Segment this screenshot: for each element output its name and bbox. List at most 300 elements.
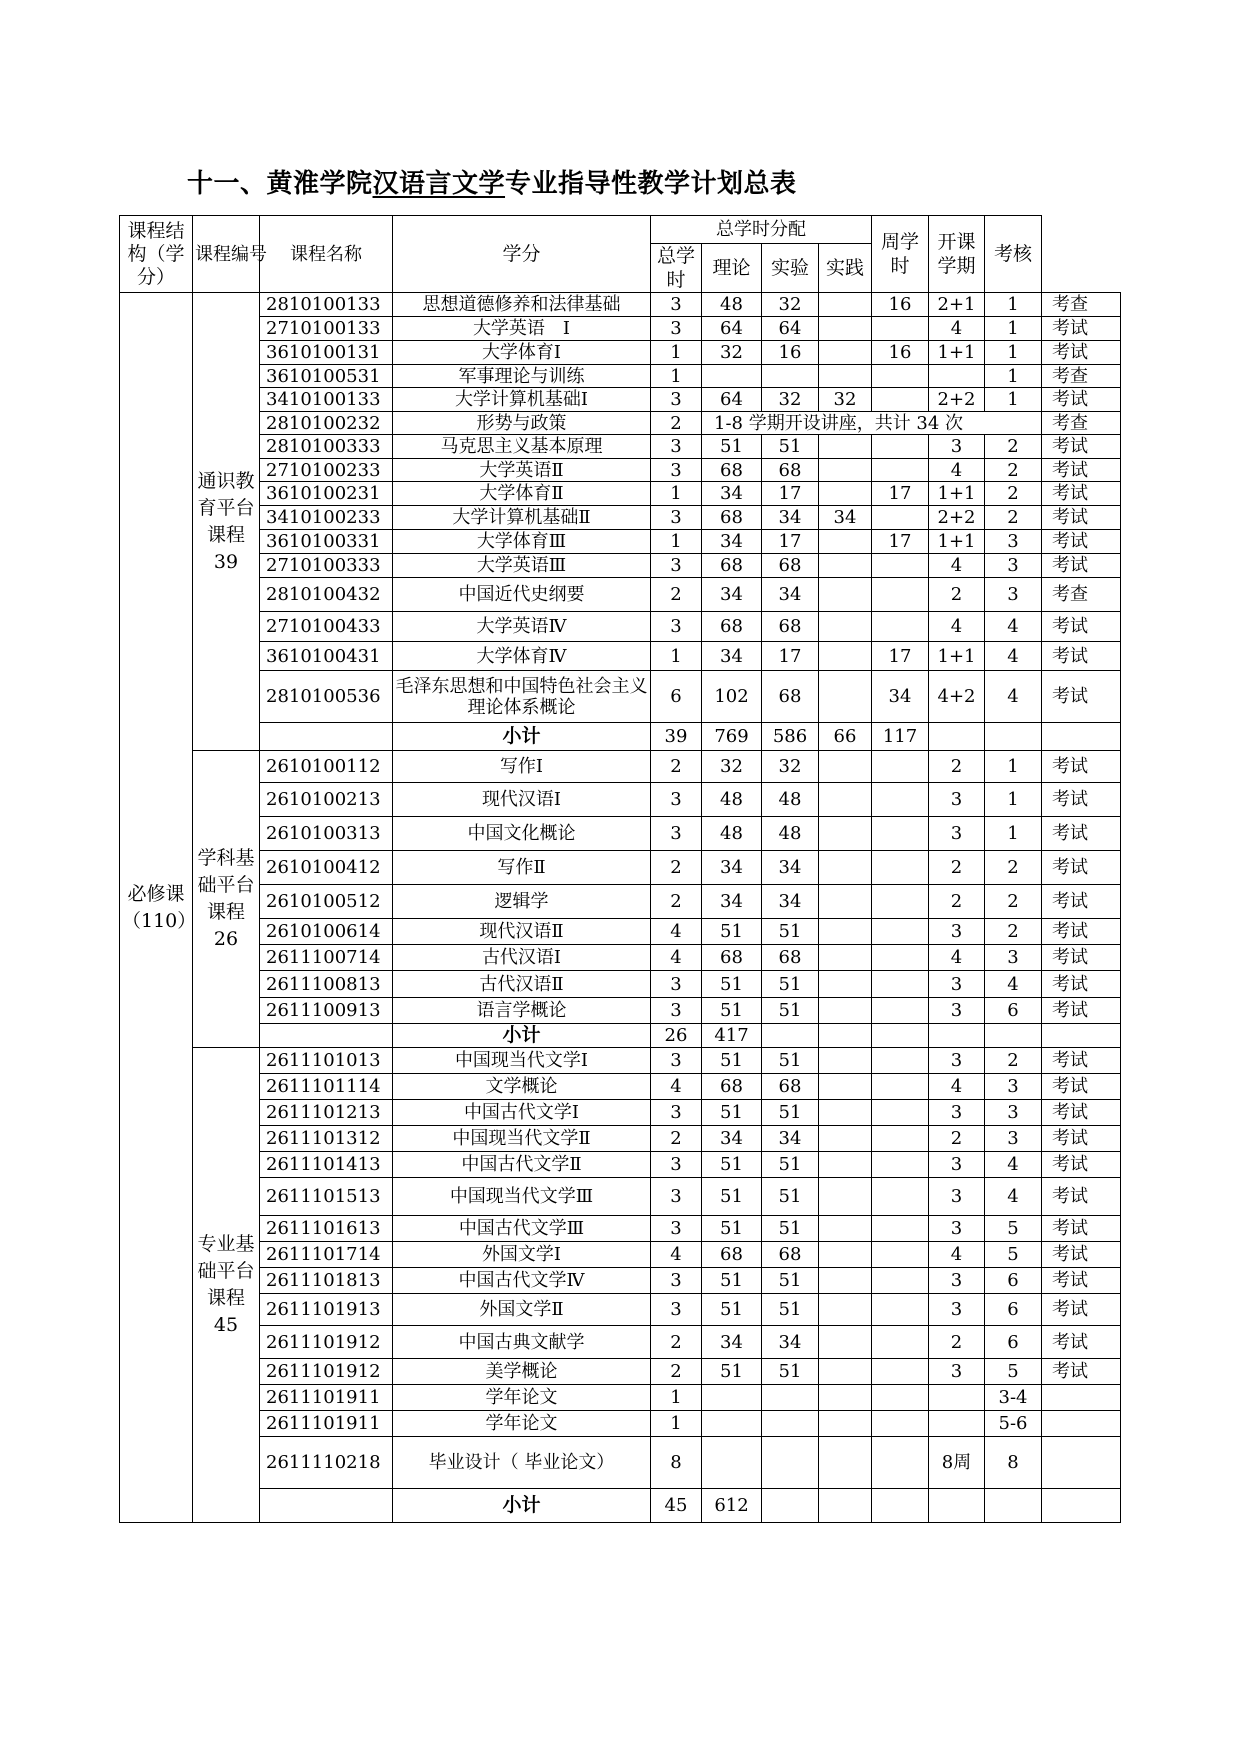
course-weekly-hours: 1+1	[929, 482, 985, 506]
course-experiment-hours	[819, 671, 872, 723]
course-exam: 考试	[1042, 1048, 1121, 1074]
subtotal-weekly-hours	[929, 723, 985, 751]
course-exam: 考试	[1042, 317, 1121, 341]
subtotal-label: 小计	[393, 1024, 651, 1048]
course-practice-hours	[872, 751, 929, 783]
course-code: 2810100432	[260, 578, 393, 612]
course-theory-hours: 51	[762, 1294, 819, 1326]
course-practice-hours	[872, 1126, 929, 1152]
course-row	[120, 578, 1121, 612]
course-theory-hours: 68	[762, 1074, 819, 1100]
course-practice-hours	[872, 1074, 929, 1100]
subtotal-practice-hours	[872, 1489, 929, 1523]
course-total-hours: 32	[702, 751, 762, 783]
course-practice-hours	[872, 1294, 929, 1326]
course-code: 2611101912	[260, 1359, 393, 1385]
course-name: 毕业设计（ 毕业论文）	[393, 1437, 651, 1489]
course-total-hours: 64	[702, 317, 762, 341]
course-theory-hours	[762, 1385, 819, 1411]
course-row	[120, 945, 1121, 971]
course-row	[120, 435, 1121, 459]
course-row	[120, 1268, 1121, 1294]
course-practice-hours: 16	[872, 293, 929, 317]
course-practice-hours	[872, 612, 929, 642]
course-practice-hours: 34	[872, 671, 929, 723]
course-name: 中国文化概论	[393, 817, 651, 851]
course-theory-hours: 51	[762, 1178, 819, 1216]
course-experiment-hours	[819, 1294, 872, 1326]
course-credit: 3	[651, 293, 702, 317]
course-semester: 8	[985, 1437, 1042, 1489]
header-theory: 理论	[702, 244, 762, 293]
subtotal-code-empty	[260, 723, 393, 751]
course-row	[120, 851, 1121, 885]
course-code: 2611101913	[260, 1294, 393, 1326]
course-exam: 考查	[1042, 365, 1121, 388]
course-row	[120, 1126, 1121, 1152]
course-name: 中国古代文学Ⅳ	[393, 1268, 651, 1294]
course-exam: 考查	[1042, 293, 1121, 317]
course-code: 2611101513	[260, 1178, 393, 1216]
course-weekly-hours: 2	[929, 851, 985, 885]
course-exam: 考试	[1042, 783, 1121, 817]
course-weekly-hours: 1+1	[929, 642, 985, 671]
course-exam	[1042, 1385, 1121, 1411]
course-theory-hours: 68	[762, 945, 819, 971]
course-theory-hours: 51	[762, 1268, 819, 1294]
subtotal-exam	[1042, 1024, 1121, 1048]
course-exam	[1042, 1411, 1121, 1437]
course-theory-hours: 68	[762, 612, 819, 642]
course-theory-hours: 51	[762, 971, 819, 998]
course-experiment-hours	[819, 783, 872, 817]
course-credit: 2	[651, 1126, 702, 1152]
course-row	[120, 506, 1121, 530]
course-name: 文学概论	[393, 1074, 651, 1100]
course-code: 2610100112	[260, 751, 393, 783]
course-name: 美学概论	[393, 1359, 651, 1385]
course-experiment-hours	[819, 1268, 872, 1294]
course-practice-hours	[872, 919, 929, 945]
course-semester: 5	[985, 1216, 1042, 1242]
title-prefix: 十一、黄淮学院	[187, 169, 373, 199]
course-weekly-hours: 1+1	[929, 530, 985, 554]
course-semester: 6	[985, 1294, 1042, 1326]
subtotal-credit: 39	[651, 723, 702, 751]
course-experiment-hours	[819, 1242, 872, 1268]
course-theory-hours: 51	[762, 998, 819, 1024]
course-code: 2611101413	[260, 1152, 393, 1178]
course-code: 2611101114	[260, 1074, 393, 1100]
course-note: 1-8 学期开设讲座，共计 34 次	[702, 412, 1042, 435]
course-practice-hours	[872, 1152, 929, 1178]
course-exam: 考试	[1042, 885, 1121, 919]
course-total-hours: 51	[702, 1100, 762, 1126]
course-practice-hours: 17	[872, 530, 929, 554]
course-total-hours: 34	[702, 885, 762, 919]
course-code: 2610100512	[260, 885, 393, 919]
course-credit: 1	[651, 482, 702, 506]
course-theory-hours: 64	[762, 317, 819, 341]
course-name: 中国古代文学Ⅱ	[393, 1152, 651, 1178]
course-total-hours: 51	[702, 919, 762, 945]
course-semester: 3	[985, 554, 1042, 578]
course-credit: 3	[651, 1048, 702, 1074]
course-exam: 考试	[1042, 1216, 1121, 1242]
course-code: 2611101213	[260, 1100, 393, 1126]
course-practice-hours	[872, 1437, 929, 1489]
subtotal-practice-hours	[872, 1024, 929, 1048]
course-name: 中国现当代文学Ⅱ	[393, 1126, 651, 1152]
course-weekly-hours: 4	[929, 1074, 985, 1100]
course-experiment-hours	[819, 1152, 872, 1178]
course-weekly-hours: 4	[929, 612, 985, 642]
course-total-hours: 51	[702, 1359, 762, 1385]
course-code: 3410100133	[260, 388, 393, 412]
course-credit: 3	[651, 612, 702, 642]
course-name: 中国现当代文学Ⅰ	[393, 1048, 651, 1074]
course-total-hours: 34	[702, 482, 762, 506]
course-total-hours: 68	[702, 612, 762, 642]
course-practice-hours	[872, 459, 929, 482]
course-credit: 2	[651, 751, 702, 783]
subtotal-row	[120, 723, 1121, 751]
course-exam: 考试	[1042, 817, 1121, 851]
subtotal-exam	[1042, 723, 1121, 751]
course-experiment-hours	[819, 998, 872, 1024]
subtotal-practice-hours: 117	[872, 723, 929, 751]
course-theory-hours: 68	[762, 1242, 819, 1268]
course-experiment-hours	[819, 1216, 872, 1242]
course-credit: 3	[651, 459, 702, 482]
course-name: 写作Ⅰ	[393, 751, 651, 783]
course-code: 3610100531	[260, 365, 393, 388]
course-practice-hours	[872, 435, 929, 459]
course-semester: 6	[985, 1268, 1042, 1294]
course-total-hours: 48	[702, 783, 762, 817]
course-total-hours: 68	[702, 554, 762, 578]
course-weekly-hours: 3	[929, 919, 985, 945]
course-total-hours: 51	[702, 971, 762, 998]
course-code: 2810100333	[260, 435, 393, 459]
course-theory-hours: 17	[762, 482, 819, 506]
header-total: 总学时	[651, 244, 702, 293]
course-weekly-hours: 3	[929, 1216, 985, 1242]
course-exam: 考查	[1042, 578, 1121, 612]
course-credit: 3	[651, 1100, 702, 1126]
course-experiment-hours	[819, 435, 872, 459]
course-theory-hours: 34	[762, 885, 819, 919]
course-exam: 考试	[1042, 1152, 1121, 1178]
course-semester: 3	[985, 578, 1042, 612]
course-semester: 4	[985, 671, 1042, 723]
subtotal-label: 小计	[393, 1489, 651, 1523]
course-total-hours: 51	[702, 1268, 762, 1294]
subtotal-theory-hours: 586	[762, 723, 819, 751]
course-total-hours: 34	[702, 1326, 762, 1359]
course-weekly-hours: 3	[929, 1268, 985, 1294]
course-experiment-hours	[819, 482, 872, 506]
course-credit: 1	[651, 1385, 702, 1411]
course-exam: 考试	[1042, 851, 1121, 885]
course-experiment-hours: 34	[819, 506, 872, 530]
course-credit: 2	[651, 851, 702, 885]
course-name: 大学体育Ⅱ	[393, 482, 651, 506]
course-experiment-hours	[819, 1178, 872, 1216]
subtotal-semester	[985, 1024, 1042, 1048]
course-theory-hours: 16	[762, 341, 819, 365]
course-experiment-hours	[819, 293, 872, 317]
course-credit: 3	[651, 317, 702, 341]
course-semester: 3	[985, 530, 1042, 554]
subtotal-code-empty	[260, 1489, 393, 1523]
course-experiment-hours	[819, 530, 872, 554]
subtotal-row	[120, 1024, 1121, 1048]
group-label: 专业基础平台课程45	[193, 1048, 260, 1523]
course-experiment-hours	[819, 1359, 872, 1385]
course-total-hours: 51	[702, 435, 762, 459]
course-theory-hours: 32	[762, 388, 819, 412]
course-semester: 1	[985, 317, 1042, 341]
course-credit: 3	[651, 1268, 702, 1294]
course-name: 大学计算机基础Ⅰ	[393, 388, 651, 412]
course-credit: 3	[651, 1216, 702, 1242]
course-credit: 3	[651, 554, 702, 578]
course-total-hours: 51	[702, 1294, 762, 1326]
header-exam: 考核	[985, 216, 1042, 293]
course-code: 3610100331	[260, 530, 393, 554]
page-title	[187, 163, 797, 200]
course-practice-hours	[872, 1268, 929, 1294]
course-row	[120, 1326, 1121, 1359]
course-code: 2610100614	[260, 919, 393, 945]
course-experiment-hours	[819, 1100, 872, 1126]
course-theory-hours: 34	[762, 851, 819, 885]
course-practice-hours	[872, 578, 929, 612]
course-name: 语言学概论	[393, 998, 651, 1024]
course-code: 2611101813	[260, 1268, 393, 1294]
course-semester: 1	[985, 817, 1042, 851]
course-exam: 考试	[1042, 1294, 1121, 1326]
course-credit: 2	[651, 412, 702, 435]
course-practice-hours	[872, 554, 929, 578]
course-theory-hours: 51	[762, 1100, 819, 1126]
course-row	[120, 530, 1121, 554]
course-total-hours	[702, 1411, 762, 1437]
course-theory-hours: 68	[762, 459, 819, 482]
course-credit: 4	[651, 945, 702, 971]
course-credit: 1	[651, 642, 702, 671]
course-practice-hours	[872, 1326, 929, 1359]
course-row	[120, 1359, 1121, 1385]
course-weekly-hours: 2+2	[929, 388, 985, 412]
course-weekly-hours: 2	[929, 1326, 985, 1359]
course-name: 思想道德修养和法律基础	[393, 293, 651, 317]
group-label: 通识教育平台课程39	[193, 293, 260, 751]
course-total-hours	[702, 1437, 762, 1489]
course-practice-hours	[872, 317, 929, 341]
course-experiment-hours	[819, 1385, 872, 1411]
course-exam: 考试	[1042, 341, 1121, 365]
course-credit: 2	[651, 578, 702, 612]
header-structure: 课程结构（学分）	[120, 216, 193, 293]
course-exam: 考试	[1042, 1178, 1121, 1216]
header-experiment: 实验	[762, 244, 819, 293]
subtotal-semester	[985, 1489, 1042, 1523]
course-semester: 3	[985, 1100, 1042, 1126]
course-semester: 2	[985, 506, 1042, 530]
course-exam: 考试	[1042, 998, 1121, 1024]
course-exam: 考试	[1042, 530, 1121, 554]
course-theory-hours: 34	[762, 1326, 819, 1359]
course-weekly-hours: 2	[929, 885, 985, 919]
course-experiment-hours	[819, 945, 872, 971]
course-experiment-hours	[819, 341, 872, 365]
course-name: 写作Ⅱ	[393, 851, 651, 885]
course-semester: 4	[985, 1152, 1042, 1178]
subtotal-theory-hours	[762, 1024, 819, 1048]
course-credit: 6	[651, 671, 702, 723]
course-exam: 考试	[1042, 1359, 1121, 1385]
course-total-hours: 51	[702, 1152, 762, 1178]
course-semester: 1	[985, 365, 1042, 388]
course-name: 古代汉语Ⅰ	[393, 945, 651, 971]
course-weekly-hours: 3	[929, 1359, 985, 1385]
course-code: 2611101912	[260, 1326, 393, 1359]
course-row	[120, 998, 1121, 1024]
course-theory-hours: 34	[762, 506, 819, 530]
course-experiment-hours	[819, 971, 872, 998]
course-exam: 考试	[1042, 482, 1121, 506]
course-row	[120, 1074, 1121, 1100]
course-credit: 3	[651, 1178, 702, 1216]
course-row	[120, 971, 1121, 998]
subtotal-exam	[1042, 1489, 1121, 1523]
course-credit: 2	[651, 1326, 702, 1359]
course-row	[120, 1152, 1121, 1178]
course-practice-hours	[872, 1100, 929, 1126]
course-weekly-hours: 2+2	[929, 506, 985, 530]
course-semester: 6	[985, 1326, 1042, 1359]
category-cell: 必修课（110）	[120, 293, 193, 1523]
course-practice-hours	[872, 971, 929, 998]
course-name: 大学计算机基础Ⅱ	[393, 506, 651, 530]
course-theory-hours: 51	[762, 1048, 819, 1074]
course-total-hours: 68	[702, 459, 762, 482]
course-theory-hours: 51	[762, 1152, 819, 1178]
course-code: 2611101312	[260, 1126, 393, 1152]
course-theory-hours	[762, 1411, 819, 1437]
course-row	[120, 1048, 1121, 1074]
course-code: 2810100232	[260, 412, 393, 435]
course-semester: 1	[985, 388, 1042, 412]
course-total-hours: 68	[702, 1242, 762, 1268]
course-total-hours: 68	[702, 506, 762, 530]
course-weekly-hours: 4	[929, 1242, 985, 1268]
course-weekly-hours: 4	[929, 459, 985, 482]
title-suffix: 专业指导性教学计划总表	[505, 169, 797, 199]
course-name: 中国现当代文学Ⅲ	[393, 1178, 651, 1216]
header-name: 课程名称	[260, 216, 393, 293]
course-exam	[1042, 1437, 1121, 1489]
course-practice-hours: 17	[872, 482, 929, 506]
course-row	[120, 482, 1121, 506]
course-experiment-hours	[819, 851, 872, 885]
course-practice-hours	[872, 1411, 929, 1437]
course-semester: 5-6	[985, 1411, 1042, 1437]
course-practice-hours	[872, 1178, 929, 1216]
course-total-hours: 51	[702, 1048, 762, 1074]
course-semester: 6	[985, 998, 1042, 1024]
course-code: 2610100213	[260, 783, 393, 817]
course-experiment-hours	[819, 919, 872, 945]
course-code: 2611101911	[260, 1385, 393, 1411]
course-total-hours: 48	[702, 817, 762, 851]
course-semester: 2	[985, 482, 1042, 506]
course-code: 3610100131	[260, 341, 393, 365]
course-code: 2611100813	[260, 971, 393, 998]
course-credit: 3	[651, 817, 702, 851]
course-practice-hours	[872, 388, 929, 412]
course-total-hours: 51	[702, 1178, 762, 1216]
course-semester: 2	[985, 435, 1042, 459]
course-weekly-hours: 2	[929, 578, 985, 612]
course-row	[120, 817, 1121, 851]
course-total-hours: 102	[702, 671, 762, 723]
course-semester: 1	[985, 751, 1042, 783]
subtotal-semester	[985, 723, 1042, 751]
course-total-hours: 48	[702, 293, 762, 317]
subtotal-experiment-hours	[819, 1489, 872, 1523]
course-name: 现代汉语Ⅰ	[393, 783, 651, 817]
subtotal-row	[120, 1489, 1121, 1523]
course-credit: 3	[651, 506, 702, 530]
course-semester: 2	[985, 851, 1042, 885]
course-exam: 考试	[1042, 506, 1121, 530]
course-semester: 2	[985, 919, 1042, 945]
course-exam: 考查	[1042, 412, 1121, 435]
course-name: 中国古代文学Ⅲ	[393, 1216, 651, 1242]
course-row	[120, 885, 1121, 919]
subtotal-label: 小计	[393, 723, 651, 751]
course-exam: 考试	[1042, 554, 1121, 578]
course-practice-hours	[872, 1048, 929, 1074]
course-weekly-hours: 3	[929, 1100, 985, 1126]
course-practice-hours	[872, 851, 929, 885]
course-experiment-hours	[819, 1437, 872, 1489]
course-experiment-hours	[819, 1411, 872, 1437]
course-code: 2710100433	[260, 612, 393, 642]
course-total-hours: 34	[702, 530, 762, 554]
course-credit: 2	[651, 885, 702, 919]
course-code: 2610100412	[260, 851, 393, 885]
course-weekly-hours: 2+1	[929, 293, 985, 317]
course-semester: 2	[985, 459, 1042, 482]
course-weekly-hours: 3	[929, 783, 985, 817]
course-semester: 5	[985, 1242, 1042, 1268]
course-credit: 3	[651, 435, 702, 459]
course-total-hours: 64	[702, 388, 762, 412]
course-semester: 3	[985, 1126, 1042, 1152]
course-weekly-hours: 1+1	[929, 341, 985, 365]
course-experiment-hours	[819, 885, 872, 919]
course-weekly-hours: 3	[929, 1178, 985, 1216]
course-credit: 3	[651, 998, 702, 1024]
course-exam: 考试	[1042, 642, 1121, 671]
course-exam: 考试	[1042, 1268, 1121, 1294]
course-experiment-hours	[819, 317, 872, 341]
course-semester: 2	[985, 885, 1042, 919]
